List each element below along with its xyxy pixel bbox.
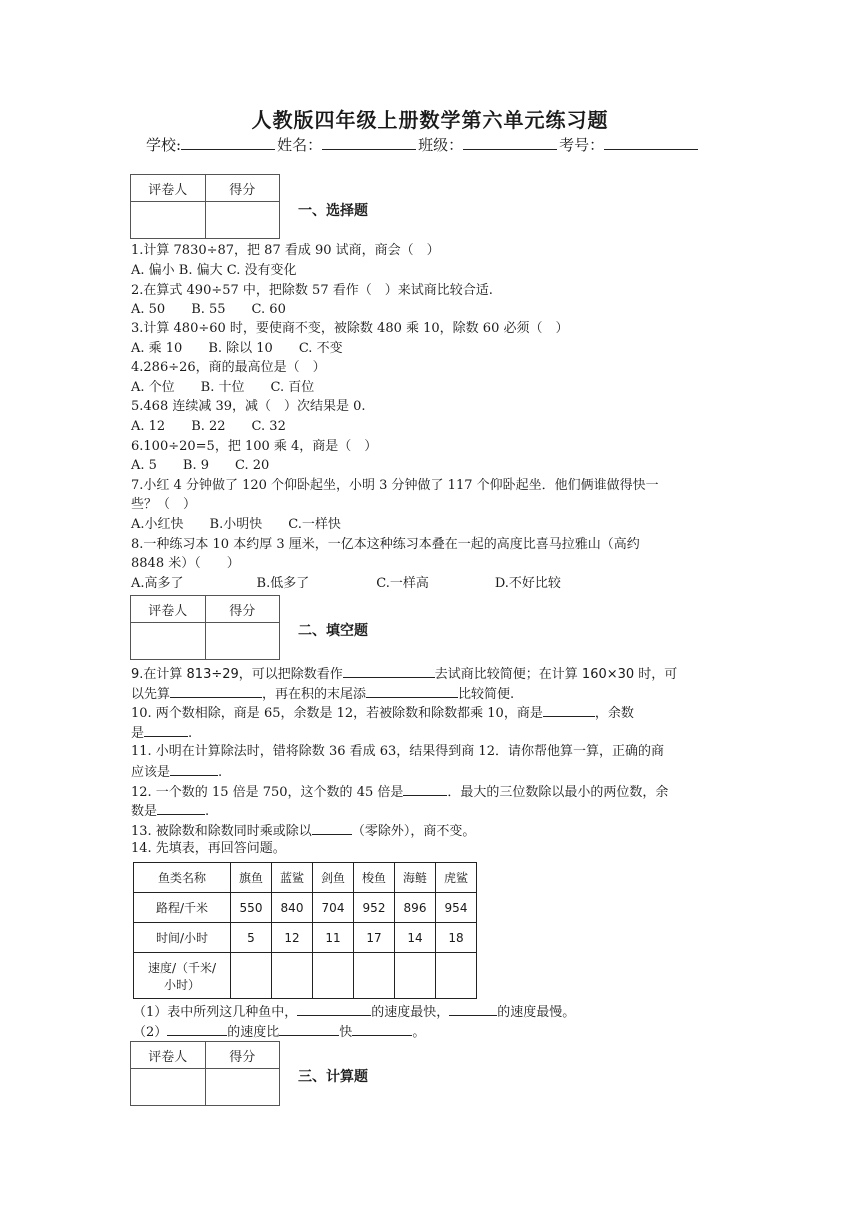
class-label: 班级：	[418, 136, 464, 154]
option-d: D.不好比较	[494, 576, 561, 591]
scorer-box-2	[130, 595, 280, 660]
score-header: 得分	[205, 596, 280, 623]
name-blank	[322, 135, 416, 150]
table-row	[134, 953, 477, 999]
table-header-cell: 剑鱼	[313, 863, 354, 893]
fish-speed-table	[133, 862, 477, 999]
question-14-sub-1: （1）表中所列这几种鱼中， 的速度最快， 的速度最慢。	[133, 1002, 575, 1022]
table-cell: 840	[272, 893, 313, 923]
table-cell-empty	[313, 953, 354, 999]
option-b: B.低多了	[256, 576, 310, 591]
question-10-line-1: 10. 两个数相除，商是 65，余数是 12，若被除数和除数都乘 10，商是 ，余数	[131, 703, 634, 723]
section-title-choice: 一、选择题	[298, 203, 368, 219]
question-2: 2.在算式 490÷57 中，把除数 57 看作（ ）来试商比较合适.	[131, 283, 493, 298]
reviewer-header: 评卷人	[131, 175, 206, 202]
answer-blank	[352, 1022, 412, 1036]
table-row	[134, 863, 477, 893]
score-header: 得分	[205, 175, 280, 202]
reviewer-cell	[131, 202, 206, 239]
scorer-box-3	[130, 1041, 280, 1106]
answer-blank	[312, 821, 352, 835]
name-label: 姓名：	[277, 136, 323, 154]
reviewer-header: 评卷人	[131, 596, 206, 623]
table-cell: 896	[395, 893, 436, 923]
table-cell: 550	[231, 893, 272, 923]
row-label: 时间/小时	[134, 923, 231, 953]
question-4: 4.286÷26，商的最高位是（ ）	[131, 360, 326, 375]
question-10-line-2: 是 .	[131, 723, 192, 743]
answer-blank	[366, 684, 458, 698]
table-cell: 17	[354, 923, 395, 953]
question-14-sub-2: （2） 的速度比 快 。	[133, 1022, 425, 1042]
question-4-options: A. 个位 B. 十位 C. 百位	[131, 380, 315, 395]
answer-blank	[170, 684, 262, 698]
school-label: 学校:	[146, 136, 182, 154]
reviewer-cell	[131, 623, 206, 660]
table-cell-empty	[436, 953, 477, 999]
question-1-options: A. 偏小 B. 偏大 C. 没有变化	[131, 263, 297, 278]
row-label: 路程/千米	[134, 893, 231, 923]
score-cell	[205, 1069, 280, 1106]
student-info-line	[146, 134, 700, 155]
answer-blank	[543, 703, 595, 717]
question-11-line-2: 应该是 .	[131, 762, 222, 782]
option-a: A.高多了	[131, 576, 184, 591]
table-cell: 5	[231, 923, 272, 953]
table-header-cell: 海鲢	[395, 863, 436, 893]
table-cell: 14	[395, 923, 436, 953]
answer-blank	[403, 782, 447, 796]
question-8-line-1: 8.一种练习本 10 本约厚 3 厘米，一亿本这种练习本叠在一起的高度比喜马拉雅山（高约	[131, 537, 640, 552]
question-7-options: A.小红快 B.小明快 C.一样快	[131, 517, 341, 532]
section-title-fill: 二、填空题	[298, 623, 368, 639]
question-9-line-1: 9.在计算 813÷29，可以把除数看作 去试商比较简便；在计算 160×30 时，可	[131, 664, 677, 684]
answer-blank	[170, 762, 218, 776]
question-11-line-1: 11. 小明在计算除法时，错将除数 36 看成 63，结果得到商 12．请你帮他算一算，正确的商	[131, 744, 664, 759]
table-header-cell: 旗鱼	[231, 863, 272, 893]
table-cell: 18	[436, 923, 477, 953]
question-7-line-2: 些？（ ）	[131, 497, 197, 512]
table-header-cell: 鱼类名称	[134, 863, 231, 893]
option-c: C.一样高	[376, 576, 429, 591]
table-cell: 704	[313, 893, 354, 923]
score-cell	[205, 202, 280, 239]
number-blank	[604, 135, 698, 150]
answer-blank	[157, 801, 205, 815]
score-header: 得分	[205, 1042, 280, 1069]
question-13: 13. 被除数和除数同时乘或除以 （零除外），商不变。	[131, 821, 475, 841]
reviewer-header: 评卷人	[131, 1042, 206, 1069]
question-2-options: A. 50 B. 55 C. 60	[131, 302, 286, 317]
answer-blank	[297, 1002, 371, 1016]
table-row	[134, 893, 477, 923]
question-8-options	[131, 575, 561, 593]
section-title-calc: 三、计算题	[298, 1069, 368, 1085]
number-label: 考号：	[559, 136, 605, 154]
question-14: 14. 先填表，再回答问题。	[131, 841, 286, 856]
table-cell-empty	[272, 953, 313, 999]
answer-blank	[144, 723, 188, 737]
question-6: 6.100÷20=5，把 100 乘 4，商是（ ）	[131, 439, 378, 454]
table-cell-empty	[354, 953, 395, 999]
table-cell-empty	[395, 953, 436, 999]
question-12-line-2: 数是 .	[131, 801, 209, 821]
answer-blank	[167, 1022, 227, 1036]
table-cell: 954	[436, 893, 477, 923]
score-cell	[205, 623, 280, 660]
page-title: 人教版四年级上册数学第六单元练习题	[251, 108, 609, 132]
answer-blank	[343, 664, 435, 678]
question-5-options: A. 12 B. 22 C. 32	[131, 419, 286, 434]
question-3-options: A. 乘 10 B. 除以 10 C. 不变	[131, 341, 343, 356]
table-header-cell: 虎鲨	[436, 863, 477, 893]
table-cell: 11	[313, 923, 354, 953]
question-3: 3.计算 480÷60 时，要使商不变，被除数 480 乘 10，除数 60 必须（ ）	[131, 321, 569, 336]
question-12-line-1: 12. 一个数的 15 倍是 750，这个数的 45 倍是 ．最大的三位数除以最小的两位数，余	[131, 782, 668, 802]
question-9-line-2: 以先算 ，再在积的末尾添 比较简便.	[131, 684, 514, 704]
question-5: 5.468 连续减 39，减（ ）次结果是 0.	[131, 399, 366, 414]
table-header-cell: 梭鱼	[354, 863, 395, 893]
question-7-line-1: 7.小红 4 分钟做了 120 个仰卧起坐，小明 3 分钟做了 117 个仰卧起坐．他们俩谁做得快一	[131, 478, 659, 493]
table-cell: 12	[272, 923, 313, 953]
answer-blank	[449, 1002, 497, 1016]
class-blank	[463, 135, 557, 150]
table-header-cell: 蓝鲨	[272, 863, 313, 893]
school-blank	[181, 135, 275, 150]
row-label: 速度/（千米/ 小时）	[134, 953, 231, 999]
question-8-line-2: 8848 米）（ ）	[131, 556, 240, 571]
table-row	[134, 923, 477, 953]
answer-blank	[279, 1022, 339, 1036]
table-cell: 952	[354, 893, 395, 923]
reviewer-cell	[131, 1069, 206, 1106]
question-1: 1.计算 7830÷87，把 87 看成 90 试商，商会（ ）	[131, 243, 440, 258]
scorer-box-1	[130, 174, 280, 239]
table-cell-empty	[231, 953, 272, 999]
question-6-options: A. 5 B. 9 C. 20	[131, 458, 270, 473]
